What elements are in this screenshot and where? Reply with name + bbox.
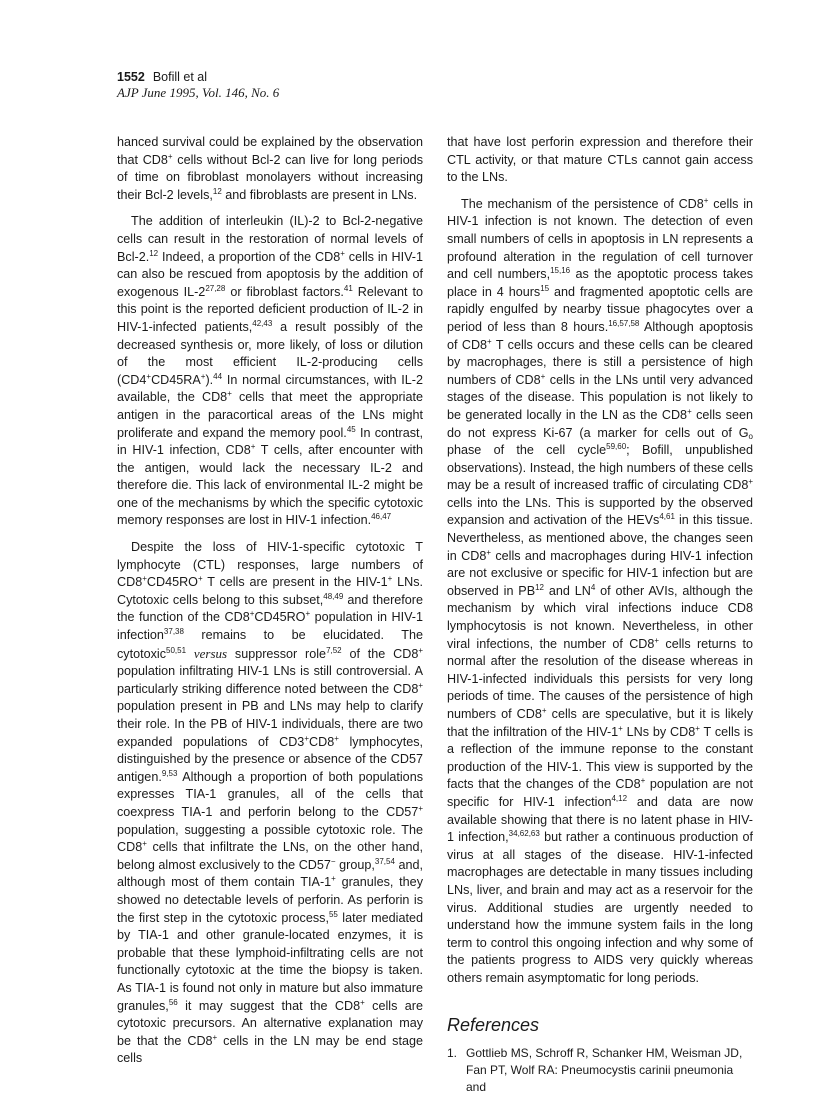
running-authors: Bofill et al <box>152 70 208 84</box>
reference-number: 1. <box>447 1046 458 1061</box>
page-number: 1552 <box>117 70 145 84</box>
reference-item <box>447 1045 753 1096</box>
left-column <box>117 134 423 1068</box>
paragraph: hanced survival could be explained by the observation that CD8+ cells without Bcl-2 can live for long periods of time on fibroblast monolayers without increasing their Bcl-2 levels,$^{12}$ and fibroblasts are present in LNs. <box>117 135 423 202</box>
running-header <box>117 70 279 100</box>
right-column <box>447 134 753 1096</box>
references-heading: References <box>447 1014 540 1035</box>
reference-text: Gottlieb MS, Schroff R, Schanker HM, Weisman JD, Fan PT, Wolf RA: Pneumocystis carinii pneumonia and <box>466 1046 743 1095</box>
paragraph: The addition of interleukin (IL)-2 to Bcl-2-negative cells can result in the restoration of normal levels of Bcl-2.12 Indeed, a proportion of the CD8+ cells in HIV-1 can also be rescued from apoptosis by the addition of exogenous IL-2$^{27,28}$ or fibroblast factors.$^{41}$ Relevant to this point is the reported deficient production of IL-2 in HIV-1-infected patients,$^{42,43}$ a result possibly of the decreased synthesis or, more likely, of loss or dilution of the most efficient IL-2-producing cells (CD4+CD45RA+).$^{44}$ In normal circumstances, with IL-2 available, the CD8+ cells that meet the appropriate antigen in the paracortical areas of the LNs might proliferate and expand the memory pool.$^{45}$ In contrast, in HIV-1 infection, CD8+ T cells, after encounter with the antigen, would lack the necessary IL-2 and therefore die. This lack of environmental IL-2 might be one of the mechanisms by which the specific cytotoxic memory responses are lost in HIV-1 infection.$^{46,47}$ <box>117 214 423 528</box>
paragraph: The mechanism of the persistence of CD8+ cells in HIV-1 infection is not known. The detection of even small numbers of cells in apoptosis in LN represents a profound alteration in the regulation of cell turnover and cell numbers,$^{15,16}$ as the apoptotic process takes place in 4 hours$^{15}$ and fragmented apoptotic cells are rapidly engulfed by nearby tissue phagocytes over a period of less than 8 hours.$^{16,57,58}$ Although apoptosis of CD8+ T cells occurs and these cells can be cleared by macrophages, there is still a persistence of high numbers of CD8+ cells in the LNs until very advanced stages of the disease. This population is not likely to be generated locally in the LN as the CD8+ cells seen do not express Ki-67 (a marker for cells out of $G_o$ phase of the cell cycle$^{59,60}$; Bofill, unpublished observations). Instead, the high numbers of these cells may be a result of increased traffic of circulating CD8+ cells into the LNs. This is supported by the observed expansion and activation of the HEVs$^{4,61}$ in this tissue. Nevertheless, as mentioned above, the changes seen in CD8+ cells and macrophages during HIV-1 infection are not exclusive or specific for HIV-1 infection but are observed in PB$^{12}$ and $LN^4$ of other AVIs, although the mechanism by which viral infections induce CD8 lymphocytosis is not known. Nevertheless, in other viral infections, the number of CD8+ cells returns to normal after the resolution of the disease whereas in HIV-1-infected individuals this persists for very long periods of time. The causes of the persistence of high numbers of CD8+ cells are speculative, but it is likely that the infiltration of the HIV-1+ LNs by CD8+ T cells is a reflection of the immune reponse to the constant production of the HIV-1. This view is supported by the facts that the changes of the CD8+ population are not specific for HIV-1 infection$^{4,12}$ and data are now available showing that there is no latent phase in HIV-1 infection,$^{34,62,63}$ but rather a continuous production of virus at all stages of the disease. HIV-1-infected macrophages are detectable in many tissues including LNs, liver, and brain and may act as a reservoir for the virus. Additional studies are urgently needed to understand how the immune system fails in the long term to control this ongoing infection and why some of the patients progress to AIDS very quickly whereas others remain asymptomatic for long periods. <box>447 195 754 985</box>
journal-citation: AJP June 1995, Vol. 146, No. 6 <box>117 85 280 100</box>
paragraph: that have lost perforin expression and therefore their CTL activity, or that mature CTLs cannot gain access to the LNs. <box>447 135 753 185</box>
paragraph: Despite the loss of HIV-1-specific cytotoxic T lymphocyte (CTL) responses, large numbers of CD8+CD45RO+ T cells are present in the HIV-1+ LNs. Cytotoxic cells belong to this subset,$^{48,49}$ and therefore the function of the CD8+CD45RO+ population in HIV-1 infection$^{37,38}$ remains to be elucidated. The cytotoxic$^{50,51}$ versus suppressor role$^{7,52}$ of the CD8+ population infiltrating HIV-1 LNs is still controversial. A particularly striking difference noted between the CD8+ population present in PB and LNs may help to clarify their role. In the PB of HIV-1 individuals, there are two expanded populations of CD3+CD8+ lymphocytes, distinguished by the presence or absence of the CD57 antigen.$^{9,53}$ Although a proportion of both populations expresses TIA-1 granules, all of the cells that coexpress TIA-1 and perforin belong to the CD57+ population, suggesting a possible cytotoxic role. The CD8+ cells that infiltrate the LNs, on the other hand, belong almost exclusively to the CD57− group,$^{37,54}$ and, although most of them contain TIA-1+ granules, they showed no detectable levels of perforin. As perforin is the first step in the cytotoxic process,$^{55}$ later mediated by TIA-1 and other granule-located enzymes, it is probable that these lymphoid-infiltrating cells are not functionally cytotoxic at the time the biopsy is taken. As TIA-1 is found not only in mature but also immature granules,$^{56}$ it may suggest that the CD8+ cells are cytotoxic precursors. An alternative explanation may be that the CD8+ cells in the LN may be end stage cells <box>117 540 424 1066</box>
